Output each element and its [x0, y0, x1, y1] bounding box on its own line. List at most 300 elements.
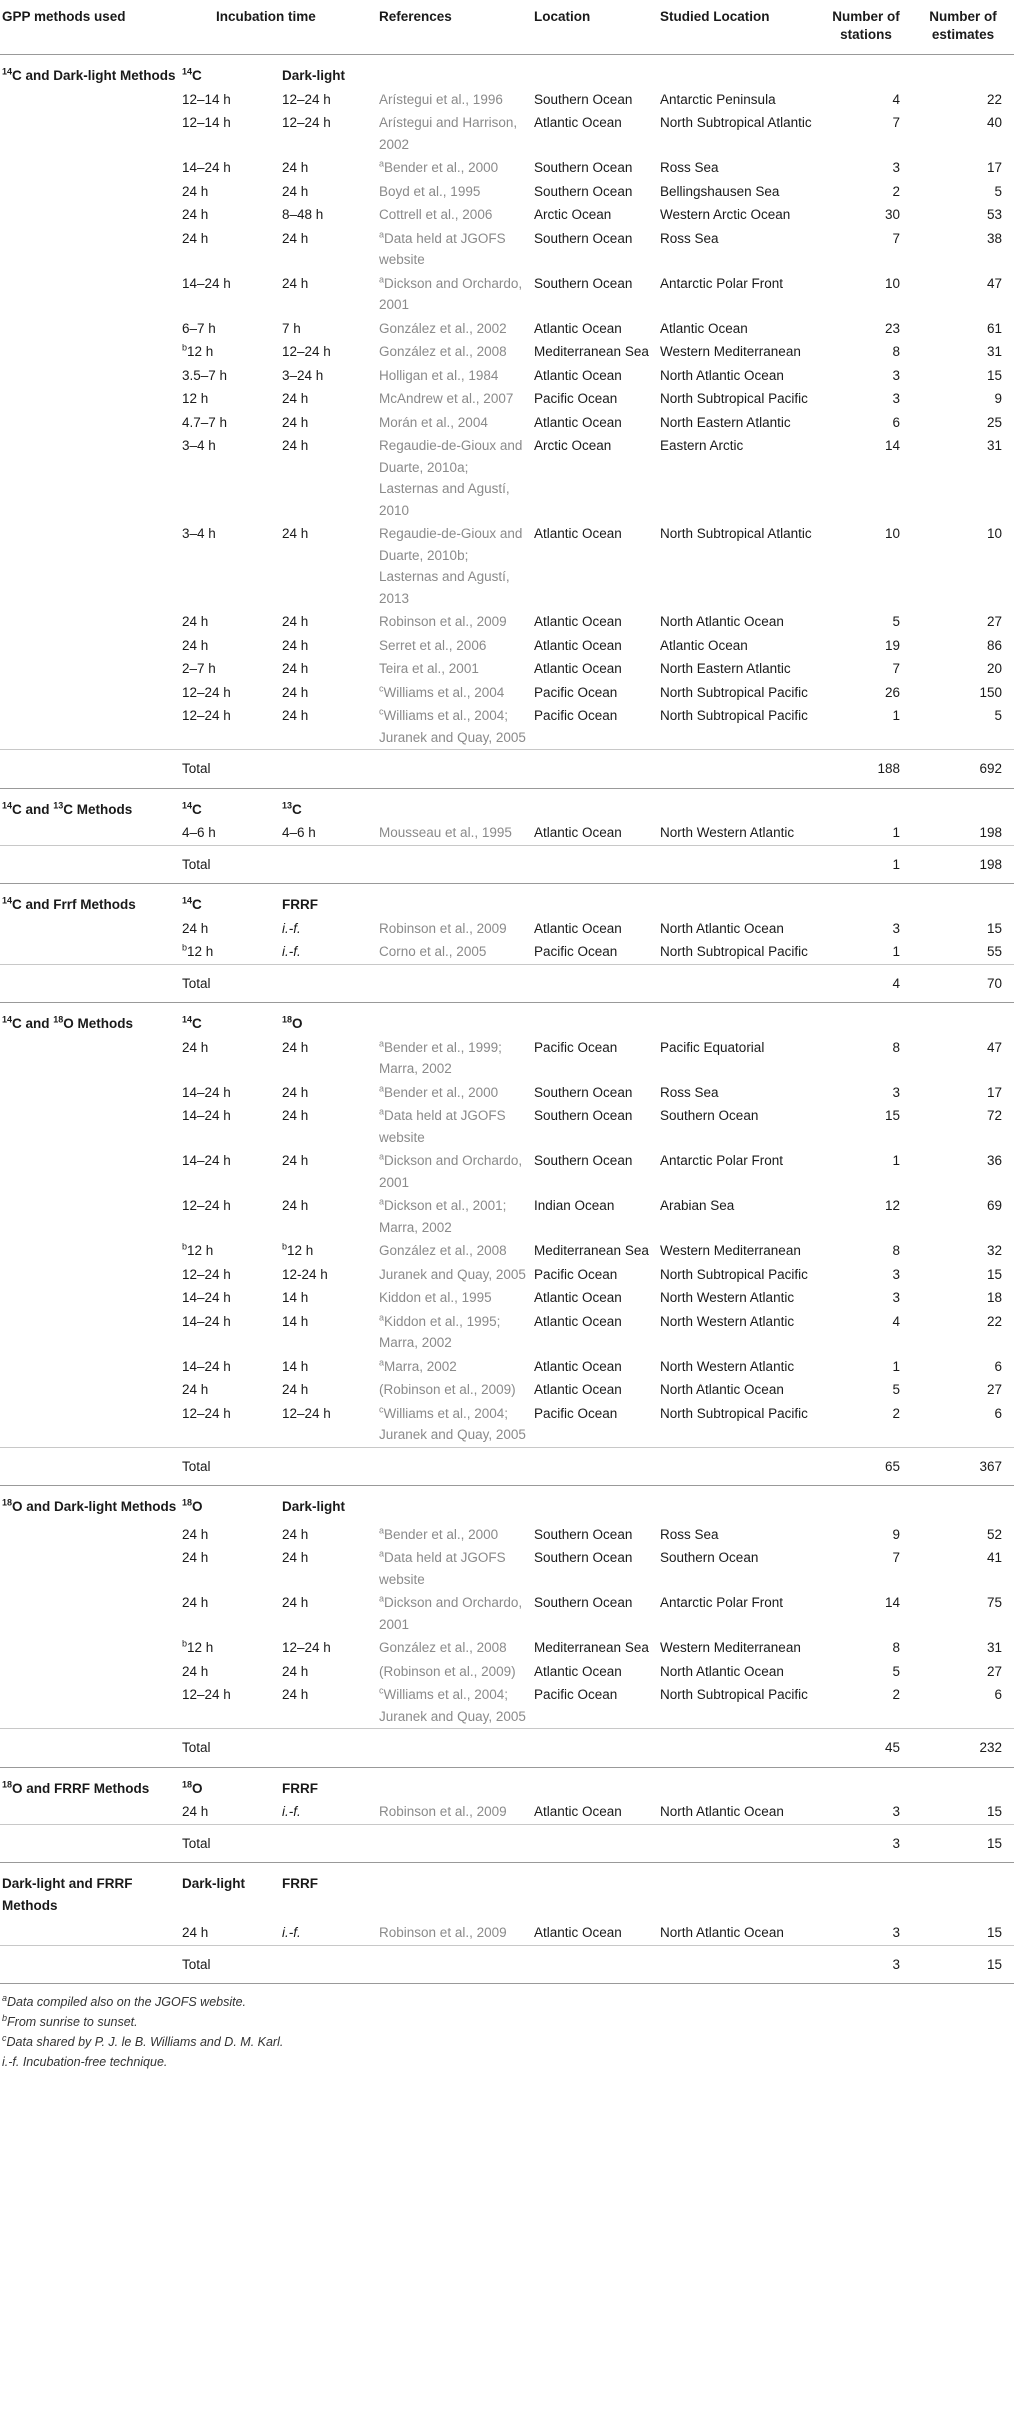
- isotope-superscript: 18: [2, 1779, 13, 1789]
- footnote: [2, 2032, 1002, 2052]
- reference: [377, 156, 532, 180]
- method-2-label: [280, 55, 377, 88]
- reference-text: Arístegui and Harrison, 2002: [379, 115, 518, 152]
- incubation-time-value: 24 h: [282, 1382, 309, 1397]
- location: Southern Ocean: [534, 1550, 633, 1565]
- reference: [377, 434, 532, 522]
- empty-cell: [0, 227, 180, 272]
- incubation-time-value: i.-f.: [282, 920, 301, 936]
- empty-cell: [0, 1683, 180, 1729]
- incubation-time-value: 24 h: [182, 1039, 209, 1055]
- section-header-row: [0, 884, 1014, 917]
- section-title-text: C Methods: [63, 801, 133, 817]
- incubation-time-value: 24 h: [182, 1804, 209, 1819]
- reference-text: Robinson et al., 2009: [379, 1804, 507, 1819]
- incubation-time-method-1: [180, 317, 280, 341]
- incubation-time-method-1: [180, 522, 280, 610]
- reference-text: Williams et al., 2004; Juranek and Quay, 2005: [379, 1405, 526, 1442]
- empty-cell: [280, 1945, 377, 1984]
- location: Arctic Ocean: [534, 438, 612, 453]
- number-of-stations: 1: [892, 944, 901, 959]
- empty-cell: [658, 55, 820, 88]
- incubation-time-value: 24 h: [182, 614, 209, 629]
- incubation-time-value: 8–48 h: [282, 207, 324, 222]
- studied-location: Bellingshausen Sea: [660, 183, 780, 199]
- empty-cell: [532, 788, 658, 821]
- reference-text: González et al., 2008: [379, 344, 507, 359]
- incubation-time-value: 12–24 h: [282, 1405, 331, 1421]
- number-of-estimates: 40: [986, 115, 1003, 130]
- location: Southern Ocean: [534, 230, 633, 246]
- empty-cell: [0, 111, 180, 156]
- incubation-time-value: 24 h: [182, 207, 209, 222]
- total-row: [0, 1824, 1014, 1863]
- location: Southern Ocean: [534, 1595, 633, 1610]
- empty-cell: [820, 55, 912, 88]
- studied-location: North Western Atlantic: [660, 1358, 795, 1374]
- empty-cell: [280, 1729, 377, 1768]
- number-of-estimates: 6: [994, 1687, 1003, 1702]
- reference-text: Marra, 2002: [384, 1358, 457, 1374]
- number-of-estimates: 55: [986, 944, 1003, 959]
- location: Atlantic Ocean: [534, 414, 622, 430]
- location: Pacific Ocean: [534, 708, 618, 723]
- table-row: [0, 522, 1014, 610]
- number-of-stations: 5: [892, 614, 901, 629]
- empty-cell: [377, 1824, 532, 1863]
- table-row: [0, 657, 1014, 681]
- empty-cell: [0, 1824, 180, 1863]
- incubation-time-method-1: [180, 156, 280, 180]
- reference: [377, 387, 532, 411]
- section-title: [0, 1486, 180, 1519]
- table-row: [0, 1310, 1014, 1355]
- total-row: [0, 964, 1014, 1003]
- section-title-text: O and FRRF Methods: [12, 1780, 150, 1796]
- number-of-stations: 1: [892, 1153, 901, 1168]
- empty-cell: [377, 845, 532, 884]
- incubation-time-value: 4–6 h: [282, 825, 316, 840]
- incubation-time-method-2: [280, 227, 377, 272]
- table-row: [0, 180, 1014, 204]
- incubation-time-method-1: [180, 1194, 280, 1239]
- number-of-stations: 3: [892, 920, 901, 936]
- empty-cell: [0, 387, 180, 411]
- empty-cell: [280, 964, 377, 1003]
- number-of-estimates: 17: [986, 160, 1003, 175]
- incubation-time-value: 24 h: [182, 920, 209, 936]
- number-of-stations: 3: [892, 1290, 901, 1305]
- table-row: [0, 411, 1014, 435]
- incubation-time-method-2: [280, 1683, 377, 1729]
- empty-cell: [0, 1800, 180, 1824]
- reference: [377, 1683, 532, 1729]
- location: Atlantic Ocean: [534, 1313, 622, 1329]
- isotope-superscript: 14: [182, 895, 193, 906]
- reference: [377, 1310, 532, 1355]
- footnote-marker: b: [182, 1241, 188, 1252]
- number-of-estimates: 52: [986, 1526, 1003, 1542]
- incubation-time-method-1: [180, 917, 280, 941]
- empty-cell: [658, 1767, 820, 1800]
- footnote-marker: b: [2, 2012, 8, 2023]
- reference-text: Data held at JGOFS website: [379, 1108, 506, 1145]
- empty-cell: [0, 821, 180, 845]
- empty-cell: [0, 1636, 180, 1660]
- incubation-time-method-2: [280, 1546, 377, 1591]
- reference-text: Williams et al., 2004: [383, 684, 505, 700]
- empty-cell: [0, 1149, 180, 1194]
- footnote-marker: a: [379, 1196, 385, 1207]
- incubation-time-value: 14–24 h: [182, 1108, 231, 1123]
- reference: [377, 681, 532, 705]
- isotope-superscript: 14: [2, 800, 13, 810]
- incubation-time-value: 12–24 h: [282, 115, 331, 130]
- incubation-time-value: 24 h: [282, 661, 309, 676]
- table-row: [0, 111, 1014, 156]
- incubation-time-method-2: [280, 1636, 377, 1660]
- incubation-time-method-1: [180, 1355, 280, 1379]
- incubation-time-method-2: [280, 1081, 377, 1105]
- empty-cell: [0, 964, 180, 1003]
- studied-location: North Subtropical Pacific: [660, 1405, 808, 1421]
- table-row: [0, 681, 1014, 705]
- reference-text: Bender et al., 1999; Marra, 2002: [379, 1039, 502, 1076]
- reference: [377, 1402, 532, 1448]
- table-row: [0, 634, 1014, 658]
- location: Mediterranean Sea: [534, 344, 649, 359]
- reference: [377, 704, 532, 750]
- studied-location: North Atlantic Ocean: [660, 1804, 784, 1819]
- incubation-time-method-1: [180, 1263, 280, 1287]
- empty-cell: [820, 1003, 912, 1036]
- incubation-time-method-2: [280, 411, 377, 435]
- reference: [377, 317, 532, 341]
- empty-cell: [377, 1486, 532, 1519]
- reference-text: Dickson and Orchardo, 2001: [379, 275, 523, 312]
- isotope-superscript: 18: [182, 1497, 193, 1508]
- number-of-stations: 3: [892, 1266, 901, 1282]
- method-2-text: O: [292, 1016, 303, 1031]
- section-header-row: [0, 1486, 1014, 1519]
- total-row: [0, 1729, 1014, 1768]
- incubation-time-method-2: [280, 1591, 377, 1636]
- incubation-time-value: 24 h: [182, 1595, 209, 1610]
- empty-cell: [0, 364, 180, 388]
- location: Atlantic Ocean: [534, 367, 622, 383]
- empty-cell: [0, 1945, 180, 1984]
- number-of-stations: 8: [892, 1640, 901, 1655]
- studied-location: North Atlantic Ocean: [660, 614, 784, 629]
- reference-text: Bender et al., 2000: [384, 160, 499, 175]
- footnote-marker: c: [379, 706, 384, 717]
- incubation-time-value: 12–14 h: [182, 115, 231, 130]
- section-header-row: [0, 1003, 1014, 1036]
- empty-cell: [377, 964, 532, 1003]
- empty-cell: [0, 1729, 180, 1768]
- reference: [377, 1378, 532, 1402]
- reference-text: Corno et al., 2005: [379, 944, 487, 959]
- incubation-time-method-1: [180, 364, 280, 388]
- empty-cell: [532, 1729, 658, 1768]
- location: Pacific Ocean: [534, 944, 618, 959]
- incubation-time-value: 24 h: [282, 708, 309, 723]
- studied-location: North Subtropical Pacific: [660, 684, 808, 700]
- incubation-time-value: i.-f.: [282, 944, 301, 959]
- empty-cell: [658, 1003, 820, 1036]
- incubation-time-value: 12 h: [187, 344, 214, 359]
- incubation-time-method-2: [280, 1402, 377, 1448]
- reference-text: Regaudie-de-Gioux and Duarte, 2010b; Lasternas and Agustí, 2013: [379, 526, 523, 606]
- studied-location: North Atlantic Ocean: [660, 920, 784, 936]
- number-of-stations: 3: [892, 391, 901, 406]
- total-stations: 188: [877, 761, 901, 776]
- total-label: Total: [182, 1956, 211, 1972]
- empty-cell: [0, 522, 180, 610]
- incubation-time-value: 24 h: [282, 1039, 309, 1055]
- number-of-stations: 7: [892, 115, 901, 130]
- studied-location: Atlantic Ocean: [660, 320, 748, 336]
- empty-cell: [0, 1546, 180, 1591]
- location: Atlantic Ocean: [534, 320, 622, 336]
- number-of-stations: 23: [884, 320, 901, 336]
- number-of-estimates: 75: [986, 1595, 1003, 1610]
- empty-cell: [0, 272, 180, 317]
- incubation-time-method-2: [280, 704, 377, 750]
- number-of-estimates: 17: [986, 1084, 1003, 1100]
- incubation-time-method-1: [180, 1636, 280, 1660]
- location: Atlantic Ocean: [534, 614, 622, 629]
- incubation-time-method-2: [280, 1194, 377, 1239]
- empty-cell: [912, 1486, 1014, 1519]
- number-of-stations: 7: [892, 230, 901, 246]
- incubation-time-method-1: [180, 1310, 280, 1355]
- table-row: [0, 156, 1014, 180]
- studied-location: North Subtropical Atlantic: [660, 115, 812, 130]
- reference-text: González et al., 2002: [379, 320, 507, 336]
- reference-text: Serret et al., 2006: [379, 637, 487, 653]
- total-stations: 65: [884, 1458, 901, 1474]
- incubation-time-value: 12-24 h: [282, 1266, 328, 1282]
- isotope-superscript: 13: [282, 800, 293, 810]
- table-row: [0, 340, 1014, 364]
- empty-cell: [377, 884, 532, 917]
- number-of-estimates: 15: [986, 1266, 1003, 1282]
- reference: [377, 1636, 532, 1660]
- incubation-time-method-1: [180, 1660, 280, 1684]
- table-row: [0, 1523, 1014, 1547]
- number-of-estimates: 18: [986, 1290, 1003, 1305]
- location: Atlantic Ocean: [534, 1382, 622, 1397]
- empty-cell: [820, 1863, 912, 1918]
- isotope-superscript: 14: [2, 66, 13, 77]
- studied-location: Eastern Arctic: [660, 438, 744, 453]
- number-of-estimates: 6: [994, 1358, 1003, 1374]
- empty-cell: [377, 788, 532, 821]
- reference: [377, 1591, 532, 1636]
- empty-cell: [658, 964, 820, 1003]
- incubation-time-value: 14 h: [282, 1290, 309, 1305]
- method-1-label: [180, 1863, 280, 1918]
- studied-location: North Subtropical Pacific: [660, 1266, 808, 1282]
- table-row: [0, 1081, 1014, 1105]
- empty-cell: [0, 317, 180, 341]
- reference-text: Robinson et al., 2009: [379, 920, 507, 936]
- empty-cell: [0, 1286, 180, 1310]
- empty-cell: [280, 1447, 377, 1486]
- incubation-time-value: 24 h: [282, 1663, 309, 1679]
- table-row: [0, 1194, 1014, 1239]
- empty-cell: [532, 1486, 658, 1519]
- studied-location: Western Arctic Ocean: [660, 207, 791, 222]
- reference: [377, 340, 532, 364]
- number-of-stations: 2: [892, 1687, 901, 1702]
- incubation-time-value: 24 h: [282, 275, 309, 291]
- method-2-text: FRRF: [282, 1780, 318, 1796]
- incubation-time-value: 3–24 h: [282, 367, 324, 383]
- table-row: [0, 434, 1014, 522]
- reference-text: Boyd et al., 1995: [379, 183, 481, 199]
- total-estimates: 367: [979, 1458, 1003, 1474]
- method-2-label: [280, 1767, 377, 1800]
- incubation-time-value: 14–24 h: [182, 1313, 231, 1329]
- empty-cell: [0, 917, 180, 941]
- reference: [377, 1660, 532, 1684]
- reference-text: Arístegui et al., 1996: [379, 91, 503, 107]
- reference-text: Bender et al., 2000: [384, 1084, 499, 1100]
- incubation-time-method-1: [180, 1591, 280, 1636]
- studied-location: Ross Sea: [660, 230, 719, 246]
- method-1-text: C: [192, 897, 202, 912]
- incubation-time-value: 3–4 h: [182, 438, 216, 453]
- footnote-marker: a: [379, 229, 385, 239]
- incubation-time-value: 24 h: [282, 1526, 309, 1542]
- footnote-marker: b: [182, 942, 188, 953]
- number-of-stations: 15: [884, 1108, 901, 1123]
- section-header-row: [0, 55, 1014, 88]
- total-stations: 3: [892, 1835, 901, 1851]
- empty-cell: [532, 750, 658, 789]
- reference-text: Dickson et al., 2001; Marra, 2002: [379, 1198, 507, 1235]
- number-of-stations: 14: [884, 438, 901, 453]
- incubation-time-value: 12–24 h: [182, 1405, 231, 1421]
- number-of-estimates: 31: [986, 438, 1003, 453]
- incubation-time-value: 12–24 h: [182, 1198, 231, 1213]
- studied-location: North Atlantic Ocean: [660, 367, 784, 383]
- incubation-time-method-2: [280, 634, 377, 658]
- studied-location: North Subtropical Pacific: [660, 944, 808, 959]
- incubation-time-method-2: [280, 340, 377, 364]
- footnote-text: i.-f. Incubation-free technique.: [2, 2055, 168, 2069]
- reference-text: Robinson et al., 2009: [379, 1925, 507, 1940]
- method-2-label: [280, 1486, 377, 1519]
- footnote-marker: b: [182, 1638, 188, 1649]
- reference-text: Regaudie-de-Gioux and Duarte, 2010a; Lasternas and Agustí, 2010: [379, 438, 523, 518]
- incubation-time-method-2: [280, 1310, 377, 1355]
- header-gpp-methods: GPP methods used: [2, 9, 126, 24]
- section-title-text: C and: [12, 801, 54, 817]
- empty-cell: [532, 1767, 658, 1800]
- empty-cell: [0, 1355, 180, 1379]
- reference-text: Data held at JGOFS website: [379, 230, 506, 267]
- incubation-time-method-1: [180, 1800, 280, 1824]
- location: Pacific Ocean: [534, 1405, 618, 1421]
- number-of-stations: 26: [884, 684, 901, 700]
- incubation-time-method-2: [280, 1286, 377, 1310]
- studied-location: Ross Sea: [660, 160, 719, 175]
- total-row: [0, 750, 1014, 789]
- empty-cell: [532, 845, 658, 884]
- number-of-stations: 8: [892, 344, 901, 359]
- incubation-time-value: 12–14 h: [182, 91, 231, 107]
- reference: [377, 522, 532, 610]
- incubation-time-method-2: [280, 180, 377, 204]
- number-of-estimates: 47: [986, 1039, 1003, 1055]
- number-of-stations: 5: [892, 1663, 901, 1679]
- reference: [377, 111, 532, 156]
- section-title: [0, 1863, 180, 1918]
- isotope-superscript: 14: [182, 66, 193, 77]
- empty-cell: [377, 55, 532, 88]
- reference-text: Cottrell et al., 2006: [379, 207, 493, 222]
- studied-location: North Subtropical Pacific: [660, 1687, 808, 1702]
- footnote-marker: a: [379, 1357, 385, 1367]
- incubation-time-method-1: [180, 1036, 280, 1081]
- table-row: [0, 1036, 1014, 1081]
- table-row: [0, 1402, 1014, 1448]
- incubation-time-method-2: [280, 522, 377, 610]
- incubation-time-value: i.-f.: [282, 1804, 301, 1819]
- studied-location: North Atlantic Ocean: [660, 1663, 784, 1679]
- incubation-time-value: 24 h: [282, 438, 309, 453]
- reference: [377, 203, 532, 227]
- incubation-time-value: 24 h: [182, 1382, 209, 1397]
- reference: [377, 1104, 532, 1149]
- method-2-label: [280, 1003, 377, 1036]
- empty-cell: [377, 1003, 532, 1036]
- incubation-time-method-2: [280, 1355, 377, 1379]
- number-of-estimates: 41: [986, 1550, 1003, 1565]
- empty-cell: [658, 884, 820, 917]
- number-of-stations: 7: [892, 661, 901, 676]
- table-body: [0, 55, 1014, 1989]
- number-of-stations: 19: [884, 637, 901, 653]
- incubation-time-value: 12 h: [287, 1243, 314, 1258]
- incubation-time-method-2: [280, 821, 377, 845]
- section-title-text: C and: [12, 1016, 54, 1031]
- table-row: [0, 1355, 1014, 1379]
- incubation-time-value: 3–4 h: [182, 526, 216, 541]
- location: Southern Ocean: [534, 160, 633, 175]
- studied-location: Southern Ocean: [660, 1550, 759, 1565]
- footnote-marker: c: [379, 1404, 384, 1414]
- studied-location: Antarctic Polar Front: [660, 1595, 784, 1610]
- incubation-time-method-1: [180, 387, 280, 411]
- number-of-stations: 4: [892, 91, 901, 107]
- footnote-marker: a: [379, 158, 385, 169]
- number-of-stations: 3: [892, 367, 901, 383]
- section-title-text: C and Frrf Methods: [12, 897, 136, 912]
- empty-cell: [532, 1447, 658, 1486]
- incubation-time-method-2: [280, 88, 377, 112]
- empty-cell: [0, 1104, 180, 1149]
- empty-cell: [532, 1003, 658, 1036]
- empty-cell: [0, 681, 180, 705]
- number-of-estimates: 5: [994, 708, 1003, 723]
- incubation-time-value: 2–7 h: [182, 661, 216, 676]
- incubation-time-method-2: [280, 1263, 377, 1287]
- footnote-marker: a: [379, 1038, 385, 1048]
